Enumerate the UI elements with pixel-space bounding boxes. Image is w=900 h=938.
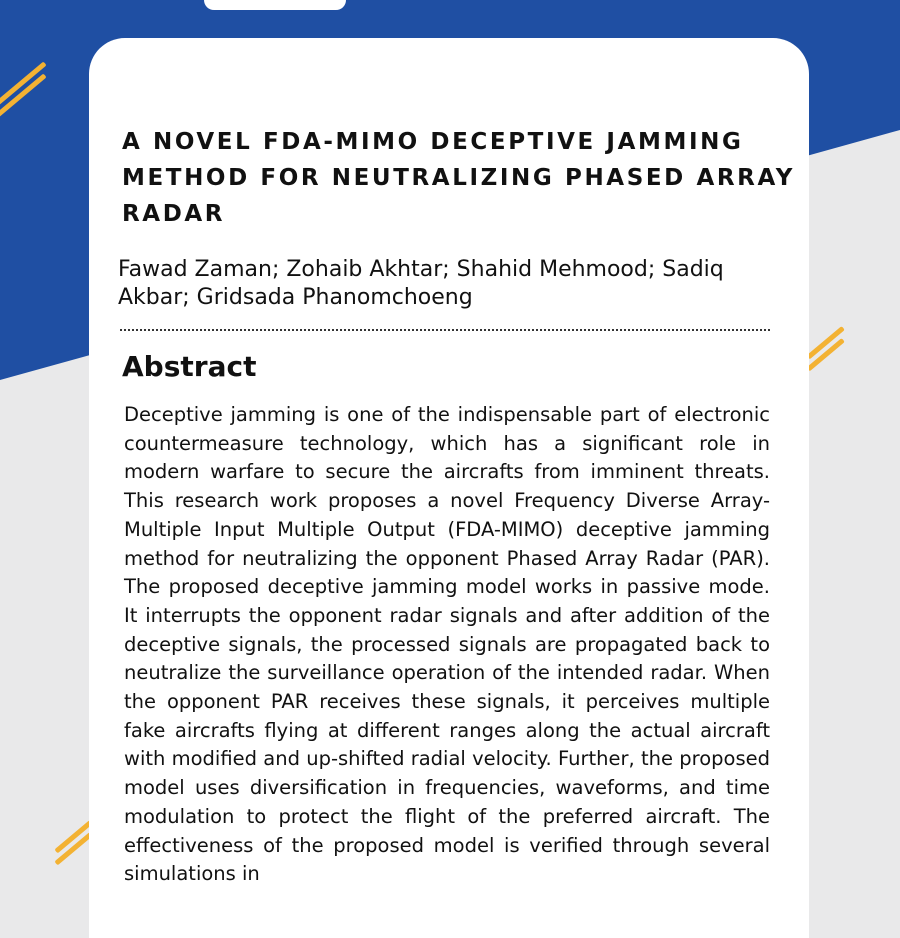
paper-authors: Fawad Zaman; Zohaib Akhtar; Shahid Mehmood; Sadiq Akbar; Gridsada Phanomchoeng — [118, 257, 724, 310]
top-tab-decoration — [204, 0, 346, 10]
paper-title: A NOVEL FDA-MIMO DECEPTIVE JAMMING METHOD FOR NEUTRALIZING PHASED ARRAY RADAR — [122, 129, 795, 227]
abstract-body: Deceptive jamming is one of the indispensable part of electronic countermeasure technology, which has a significant role in modern warfare to secure the aircrafts from imminent threats. This research work proposes a novel Frequency Diverse Array-Multiple Input Multiple Output (FDA-MIMO) deceptive jamming method for neutralizing the opponent Phased Array Radar (PAR). The proposed deceptive jamming model works in passive mode. It interrupts the opponent radar signals and after addition of the deceptive signals, the processed signals are propagated back to neutralize the surveillance operation of the intended radar. When the opponent PAR receives these signals, it perceives multiple fake aircrafts flying at different ranges along the actual aircraft with modified and up-shifted radial velocity. Further, the proposed model uses diversification in frequencies, waveforms, and time modulation to protect the flight of the preferred aircraft. The effectiveness of the proposed model is verified through several simulations in — [124, 403, 770, 886]
dotted-divider — [120, 329, 770, 331]
abstract-heading: Abstract — [122, 350, 257, 383]
